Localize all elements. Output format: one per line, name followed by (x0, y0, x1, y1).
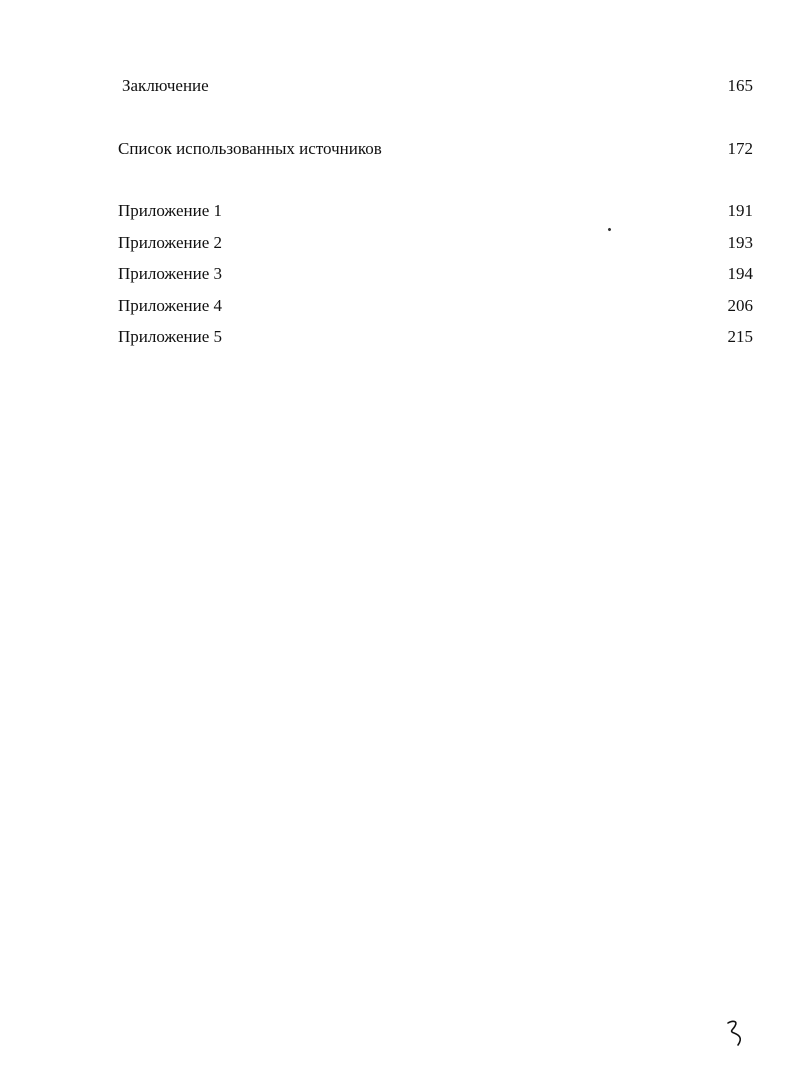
toc-entry-title: Приложение 5 (118, 327, 222, 346)
toc-entry-title: Приложение 4 (118, 296, 222, 315)
toc-entry-appendix-2 (118, 231, 753, 255)
toc-entry-appendix-4 (118, 294, 753, 318)
toc-entry-page: 172 (727, 139, 753, 158)
handwritten-page-number-icon (725, 1018, 751, 1048)
toc-entry-references (118, 137, 753, 161)
toc-entry-title: Приложение 1 (118, 201, 222, 220)
toc-entry-page: 194 (727, 264, 753, 283)
toc-entry-title: Список использованных источников (118, 139, 382, 158)
toc-entry-page: 206 (727, 296, 753, 315)
toc-entry-appendix-5 (118, 325, 753, 349)
toc-entry-appendix-1 (118, 199, 753, 223)
toc-entry-page: 193 (727, 233, 753, 252)
toc-entry-appendix-3 (118, 262, 753, 286)
toc-entry-page: 165 (727, 76, 753, 95)
toc-entry-page: 191 (727, 201, 753, 220)
toc-entry-title: Заключение (122, 76, 209, 95)
toc-entry-title: Приложение 2 (118, 233, 222, 252)
toc-entry-page: 215 (727, 327, 753, 346)
toc-entry-conclusion (122, 74, 753, 98)
toc-entry-title: Приложение 3 (118, 264, 222, 283)
